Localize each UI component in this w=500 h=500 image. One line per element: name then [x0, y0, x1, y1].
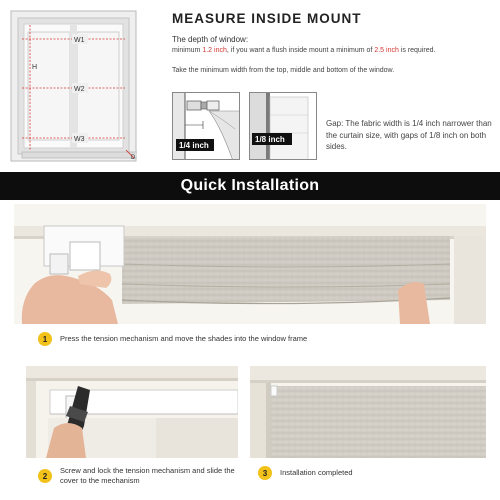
depth-label: The depth of window:: [172, 35, 249, 44]
depth-prefix: minimum: [172, 47, 203, 54]
step-1: [38, 332, 307, 346]
step-1-text: Press the tension mechanism and move the shades into the window frame: [60, 333, 308, 343]
gap-note: Gap: The fabric width is 1/4 inch narrower than the curtain size, with gaps of 1/8 inch on both sides.: [326, 119, 492, 152]
window-measure-diagram: [10, 10, 137, 162]
step-3-number-badge: 3: [258, 466, 272, 480]
mount-diagram-quarter-inch: [172, 92, 240, 160]
label-w1: W1: [74, 37, 85, 44]
depth-requirement: [172, 46, 492, 55]
step-3-photo: [250, 366, 486, 458]
step-2-number-badge: 2: [38, 469, 52, 483]
label-w2: W2: [74, 86, 85, 93]
depth-flush-value: 2.5 inch: [374, 47, 399, 54]
depth-min-value: 1.2 inch: [202, 47, 227, 54]
label-quarter-inch: 1/4 inch: [179, 141, 209, 150]
banner-title: Quick Installation: [180, 177, 320, 194]
mount-diagram-eighth-inch: [249, 92, 317, 160]
label-eighth-inch: 1/8 inch: [255, 135, 285, 144]
width-note: Take the minimum width from the top, middle and bottom of the window.: [172, 67, 395, 74]
quick-installation-banner: [0, 172, 500, 200]
step-2-text: Screw and lock the tension mechanism and slide the cover to the mechanism: [60, 466, 235, 486]
depth-suffix: is required.: [398, 47, 436, 54]
depth-middle: , if you want a flush inside mount a minimum of: [226, 47, 375, 54]
step-1-number-badge: 1: [38, 332, 52, 346]
step-2: [38, 466, 238, 486]
step-1-photo: [14, 204, 486, 324]
label-d: D: [131, 155, 136, 161]
label-h: H: [32, 64, 38, 71]
step-3: [258, 466, 353, 480]
step-3-text: Installation completed: [280, 467, 353, 477]
label-w3: W3: [74, 136, 85, 143]
measure-title: MEASURE INSIDE MOUNT: [172, 11, 362, 26]
step-2-photo: [26, 366, 238, 458]
